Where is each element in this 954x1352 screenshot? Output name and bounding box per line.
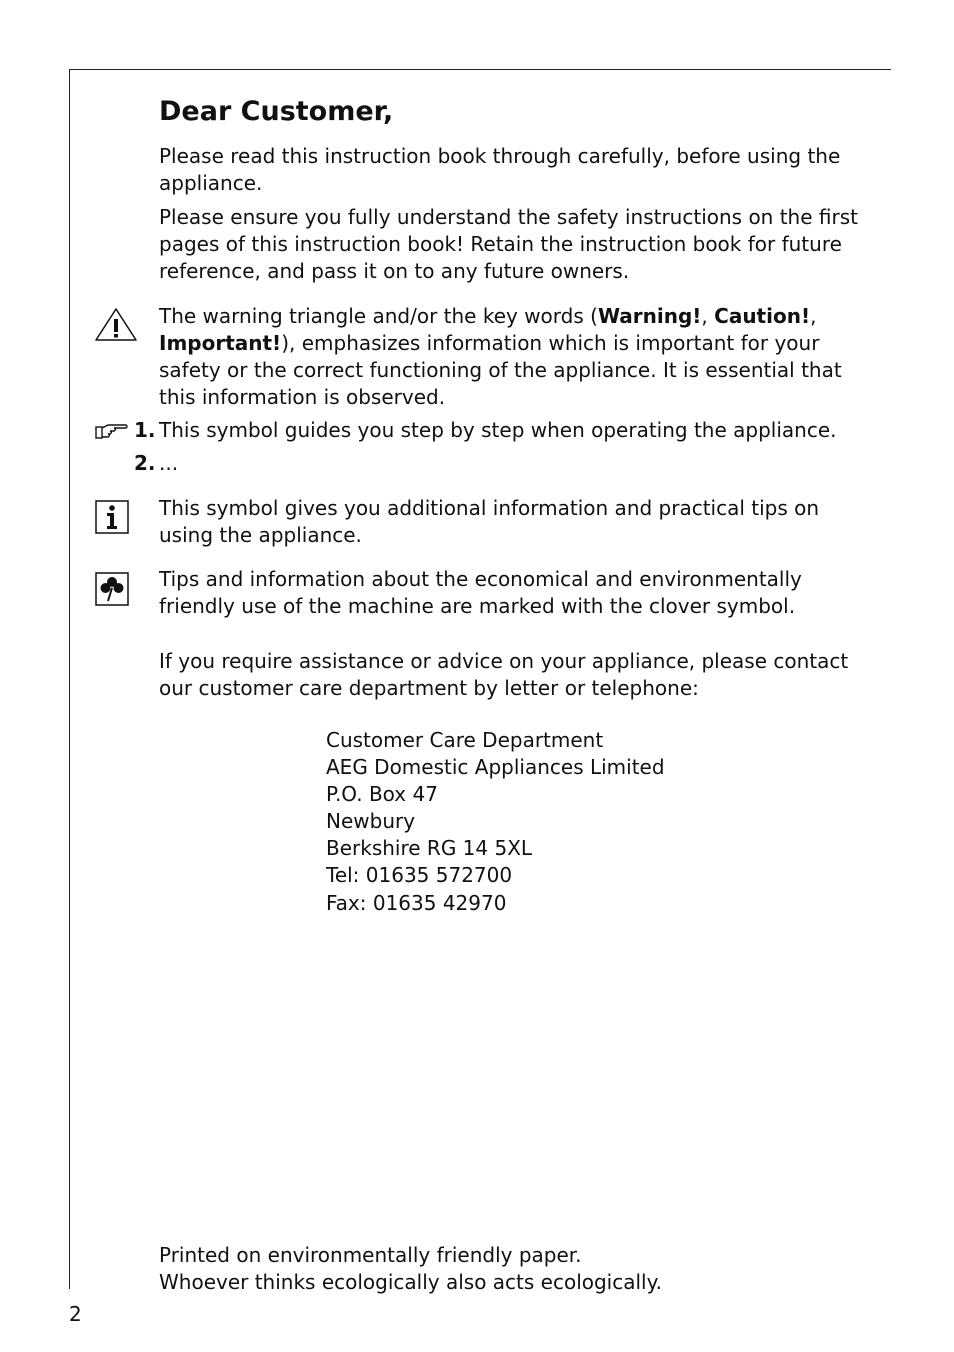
warning-text-pre: The warning triangle and/or the key words ( bbox=[159, 304, 598, 328]
address-phone: Tel: 01635 572700 bbox=[326, 863, 513, 888]
address-line: Newbury bbox=[326, 809, 416, 834]
warning-separator: , bbox=[701, 304, 715, 328]
pointing-hand-icon bbox=[95, 421, 129, 441]
footer-line-2: Whoever thinks ecologically also acts ecologically. bbox=[159, 1270, 662, 1294]
intro-paragraph-1: Please read this instruction book through carefully, before using the appliance. bbox=[159, 144, 841, 195]
address-line: AEG Domestic Appliances Limited bbox=[326, 755, 665, 780]
address-line: Berkshire RG 14 5XL bbox=[326, 836, 533, 861]
step-1-text: This symbol guides you step by step when operating the appliance. bbox=[159, 418, 837, 442]
address-fax: Fax: 01635 42970 bbox=[326, 890, 507, 915]
contact-intro: If you require assistance or advice on your appliance, please contact our customer care department by letter or telephone: bbox=[159, 649, 849, 700]
address-line: P.O. Box 47 bbox=[326, 782, 438, 807]
warning-text-post: ), emphasizes information which is important for your safety or the correct functioning of the appliance. It is essential that this information is observed. bbox=[159, 331, 842, 409]
step-2-number: 2. bbox=[134, 451, 156, 475]
info-icon bbox=[95, 500, 129, 534]
page-number: 2 bbox=[69, 1302, 82, 1326]
address-block bbox=[326, 727, 665, 917]
clover-icon bbox=[95, 572, 129, 606]
left-rule bbox=[69, 69, 70, 1289]
address-line: Customer Care Department bbox=[326, 728, 604, 752]
eco-paragraph: Tips and information about the economical and environmentally friendly use of the machine are marked with the clover symbol. bbox=[159, 567, 802, 618]
warning-separator: , bbox=[810, 304, 817, 328]
keyword-warning: Warning! bbox=[597, 304, 702, 328]
info-paragraph: This symbol gives you additional information and practical tips on using the appliance. bbox=[159, 496, 820, 547]
warning-triangle-icon bbox=[94, 307, 138, 343]
step-2-text: ... bbox=[159, 451, 179, 475]
warning-paragraph bbox=[159, 303, 879, 411]
footer-line-1: Printed on environmentally friendly paper. bbox=[159, 1243, 582, 1267]
intro-paragraph-2: Please ensure you fully understand the safety instructions on the first pages of this instruction book! Retain the instruction book for future reference, and pass it on to any future owners. bbox=[159, 205, 858, 283]
top-rule bbox=[69, 69, 891, 70]
keyword-caution: Caution! bbox=[714, 304, 811, 328]
step-1-number: 1. bbox=[134, 418, 156, 442]
keyword-important: Important! bbox=[159, 331, 282, 355]
page-heading: Dear Customer, bbox=[159, 96, 394, 127]
